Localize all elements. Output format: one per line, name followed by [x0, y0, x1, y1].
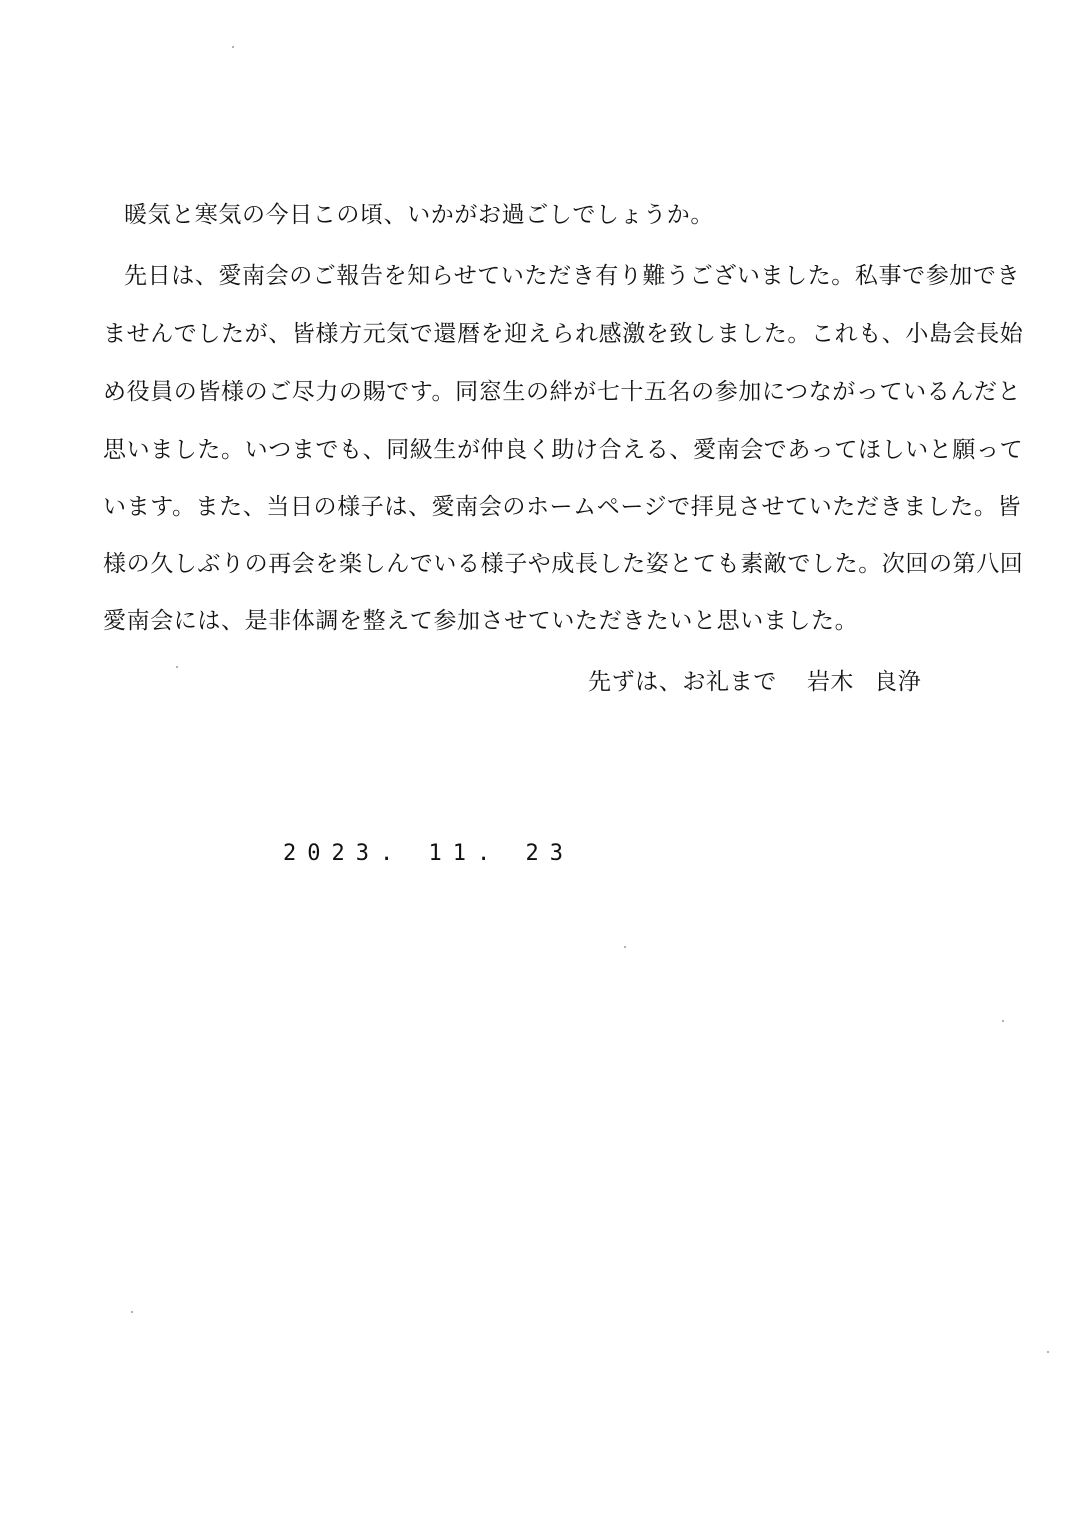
body-line-6: 様の久しぶりの再会を楽しんでいる様子や成長した姿とても素敵でした。次回の第八回 — [103, 551, 1024, 577]
closing-text: 先ずは、お礼まで — [588, 669, 777, 695]
letter-date: 2023. 11. 23 — [283, 841, 574, 866]
body-line-7: 愛南会には、是非体調を整えて参加させていただきたいと思いました。 — [103, 608, 859, 634]
scan-speck — [624, 946, 626, 948]
signature-given-name: 良浄 — [874, 669, 922, 695]
body-line-2: ませんでしたが、皆様方元気で還暦を迎えられ感激を致しました。これも、小島会長始 — [103, 321, 1024, 347]
body-line-5: います。また、当日の様子は、愛南会のホームページで拝見させていただきました。皆 — [103, 494, 1022, 520]
scan-speck — [176, 666, 178, 668]
body-line-3: め役員の皆様のご尽力の賜です。同窓生の絆が七十五名の参加につながっているんだと — [103, 379, 1022, 405]
scan-speck — [232, 46, 234, 48]
scan-speck — [131, 1311, 133, 1313]
scan-speck — [1002, 1020, 1004, 1022]
closing-signature — [588, 667, 921, 697]
body-line-1: 先日は、愛南会のご報告を知らせていただき有り難うございました。私事で参加でき — [124, 263, 1021, 289]
scan-speck — [1047, 1351, 1049, 1353]
signature-surname: 岩木 — [806, 669, 855, 695]
greeting-line: 暖気と寒気の今日この頃、いかがお過ごしでしょうか。 — [124, 202, 714, 228]
body-line-4: 思いました。いつまでも、同級生が仲良く助け合える、愛南会であってほしいと願って — [103, 437, 1024, 463]
